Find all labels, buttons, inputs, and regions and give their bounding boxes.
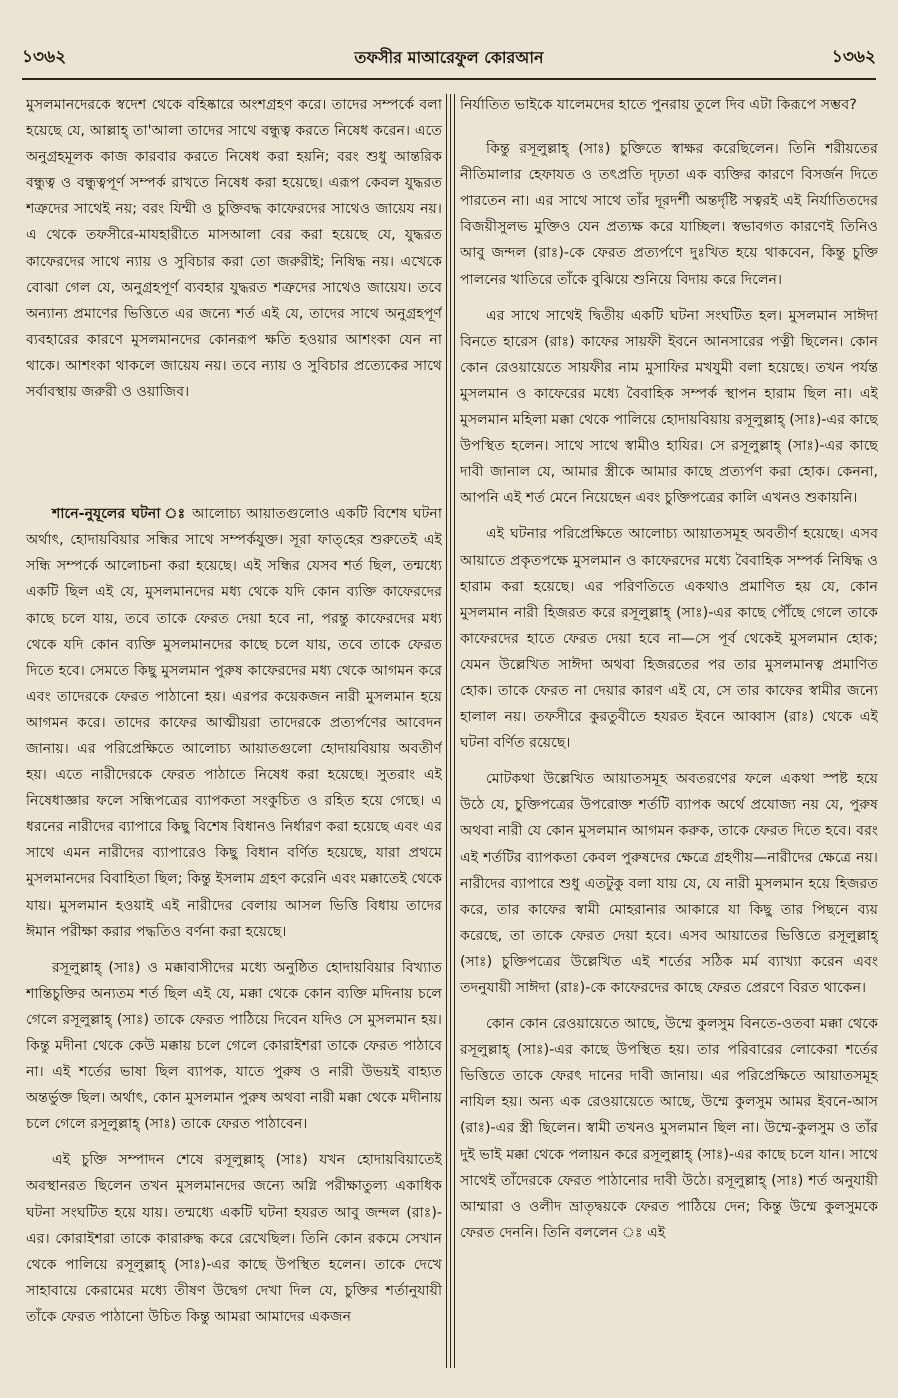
column-divider: [450, 94, 451, 1368]
right-paragraph-3: এর সাথে সাথেই দ্বিতীয় একটি ঘটনা সংঘটিত হল। মুসলমান সাঈদা বিনতে হারেস (রাঃ) কাফের সায়ফী ইবনে আনসারের পত্নী ছিলেন। কোন কোন রেওয়ায়েতে সায়ফীর নাম মুসাফির মখযুমী বলা হয়েছে। তখন পর্যন্ত মুসলমান ও কাফেরের মধ্যে বৈবাহিক সম্পর্ক স্থাপন হারাম ছিল না। এই মুসলমান মহিলা মক্কা থেকে পালিয়ে হোদায়বিয়ায় রসূলুল্লাহ্ (সাঃ)-এর কাছে উপস্থিত হলেন। সাথে সাথে স্বামীও হাযির। সে রসূলুল্লাহ্ (সাঃ)-এর কাছে দাবী জানাল যে, আমার স্ত্রীকে আমার কাছে প্রত্যর্পণ করা হোক। কেননা, আপনি এই শর্ত মেনে নিয়েছেন এবং চুক্তিপত্রের কালি এখনও শুকায়নি।: [460, 307, 878, 507]
right-paragraph-6: কোন কোন রেওয়ায়েতে আছে, উম্মে কুলসুম বিনতে-ওতবা মক্কা থেকে রসূলুল্লাহ্ (সাঃ)-এর কাছে উপস্থিত হয়। তার পরিবারের লোকেরা শর্তের ভিত্তিতে তাকে ফেরৎ দানের দাবী জানায়। এর পরিপ্রেক্ষিতে আয়াতসমূহ নাযিল হয়। অন্য এক রেওয়ায়েতে আছে, উম্মে কুলসুম আমর ইবনে-আস (রাঃ)-এর স্ত্রী ছিলেন। স্বামী তখনও মুসলমান ছিল না। উম্মে-কুলসুম ও তাঁর দুই ভাই মক্কা থেকে পলায়ন করে রসূলুল্লাহ্ (সাঃ)-এর কাছে চলে যান। সাথে সাথেই তাঁদেরকে ফেরত পাঠানোর দাবী উঠে। রসূলুল্লাহ্ (সাঃ) শর্ত অনুযায়ী আম্মারা ও ওলীদ ভ্রাতৃদ্বয়কে ফেরত পাঠিয়ে দেন; কিন্তু উম্মে কুলসুমকে ফেরত দেননি। তিনি বললেন ঃ এই: [460, 1016, 878, 1241]
page-number-left: ১৩৬২: [22, 47, 67, 67]
left-paragraph-3: রসূলুল্লাহ্ (সাঃ) ও মক্কাবাসীদের মধ্যে অনুষ্ঠিত হোদায়বিয়ার বিখ্যাত শান্তিচুক্তির অন্যতম শর্ত ছিল এই যে, মক্কা থেকে কোন ব্যক্তি মদিনায় চলে গেলে রসূলুল্লাহ্ (সাঃ) তাকে ফেরত পাঠিয়ে দিবেন যদিও সে মুসলমান হয়। কিন্তু মদীনা থেকে কেউ মক্কায় চলে গেলে কোরাইশরা তাকে ফেরত পাঠাবে না। এই শর্তের ভাষা ছিল ব্যাপক, যাতে পুরুষ ও নারী উভয়ই বাহ্যত অন্তর্ভুক্ত ছিল। অর্থাৎ, কোন মুসলমান পুরুষ অথবা নারী মক্কা থেকে মদীনায় চলে গেলে রসূলুল্লাহ্ (সাঃ) তাকে ফেরত পাঠাবেন।: [26, 959, 442, 1133]
section-gap: [26, 415, 442, 501]
left-paragraph-2-text: আলোচ্য আয়াতগুলোও একটি বিশেষ ঘটনা অর্থাৎ, হোদায়বিয়ার সন্ধির সাথে সম্পর্কযুক্ত। সূরা ফাত্‌হের শুরুতেই এই সন্ধি সম্পর্কে আলোচনা করা হয়েছে। এই সন্ধির যেসব শর্ত ছিল, তন্মধ্যে একটি ছিল এই যে, মুসলমানদের মধ্য থেকে যদি কোন ব্যক্তি কাফেরদের কাছে চলে যায়, তবে তাকে ফেরত দেয়া হবে না, পরন্তু কাফেরদের মধ্য থেকে যদি কোন ব্যক্তি মুসলমানদের কাছে চলে যায়, তবে তাকে ফেরত দিতে হবে। সেমতে কিছু মুসলমান পুরুষ কাফেরদের মধ্য থেকে আগমন করে এবং তাদেরকে ফেরত পাঠানো হয়। এরপর কয়েকজন নারী মুসলমান হয়ে আগমন করে। তাদের কাফের আত্মীয়রা তাদেরকে প্রত্যর্পণের আবেদন জানায়। এর পরিপ্রেক্ষিতে আলোচ্য আয়াতগুলো হোদায়বিয়ায় অবতীর্ণ হয়। এতে নারীদেরকে ফেরত পাঠাতে নিষেধ করা হয়েছে। সুতরাং এই নিষেধাজ্ঞার ফলে সন্ধিপত্রের ব্যাপকতা সংকুচিত ও রহিত হয়ে গেছে। এ ধরনের নারীদের ব্যাপারে কিছু বিশেষ বিধানও নির্ধারণ করা হয়েছে এবং এর সাথে এমন নারীদের ব্যাপারেও কিছু বিধান বর্ণিত হয়েছে, যারা প্রথমে মুসলমানদের বিবাহিতা ছিল; কিন্তু ইসলাম গ্রহণ করেনি এবং মক্কাতেই থেকে যায়। মুসলমান হওয়াই এই নারীদের বেলায় আসল ভিত্তি বিধায় তাদের ঈমান পরীক্ষা করার পদ্ধতিও বর্ণনা করা হয়েছে।: [26, 506, 442, 940]
right-paragraph-2: কিন্তু রসূলুল্লাহ্ (সাঃ) চুক্তিতে স্বাক্ষর করেছিলেন। তিনি শরীয়তের নীতিমালার হেফাযত ও তৎপ্রতি দৃঢ়তা এক ব্যক্তির কারণে বিসর্জন দিতে পারতেন না। এর সাথে সাথে তাঁর দূরদর্শী অন্তর্দৃষ্টি সত্বরই এই নির্যাতিতদের বিজয়ীসুলভ মুক্তিও যেন প্রত্যক্ষ করে যাচ্ছিল। স্বভাবগত কারণেই তিনিও আবু জন্দল (রাঃ)-কে ফেরত প্রত্যর্পণে দুঃখিত হয়ে থাকবেন, কিন্তু চুক্তি পালনের খাতিরে তাঁকে বুঝিয়ে শুনিয়ে বিদায় করে দিলেন।: [460, 141, 878, 288]
page-number-right: ১৩৬২: [831, 47, 876, 67]
running-title: তফসীর মাআরেফুল কোরআন: [354, 47, 544, 67]
left-paragraph-4: এই চুক্তি সম্পাদন শেষে রসূলুল্লাহ্ (সাঃ) যখন হোদায়বিয়াতেই অবস্থানরত ছিলেন তখন মুসলমানদের জন্যে অগ্নি পরীক্ষাতুল্য একাধিক ঘটনা সংঘটিত হয়ে যায়। তন্মধ্যে একটি ঘটনা হযরত আবু জন্দল (রাঃ)-এর। কোরাইশরা তাকে কারারুদ্ধ করে রেখেছিল। তিনি কোন রকমে সেখান থেকে পালিয়ে রসূলুল্লাহ্ (সাঃ)-এর কাছে উপস্থিত হলেন। তাকে দেখে সাহাবায়ে কেরামের মধ্যে তীষণ উদ্বেগ দেখা দিল যে, চুক্তির শর্তানুযায়ী তাঁকে ফেরত পাঠানো উচিত কিন্তু আমরা আমাদের একজন: [26, 1152, 442, 1325]
section-heading: শানে-নুযূলের ঘটনা ঃ: [52, 506, 187, 523]
left-column: [26, 92, 442, 1374]
left-paragraph-2: [26, 501, 442, 945]
right-column: [460, 92, 878, 1374]
page-header: [22, 38, 876, 80]
right-paragraph-4: এই ঘটনার পরিপ্রেক্ষিতে আলোচ্য আয়াতসমূহ অবতীর্ণ হয়েছে। এসব আয়াতে প্রকৃতপক্ষে মুসলমান ও কাফেরদের মধ্যে বৈবাহিক সম্পর্ক নিষিদ্ধ ও হারাম করা হয়েছে। এর পরিণতিতে একথাও প্রমাণিত হয় যে, কোন মুসলমান নারী হিজরত করে রসূলুল্লাহ্ (সাঃ)-এর কাছে পৌঁছে গেলে তাকে কাফেরদের হাতে ফেরত দেয়া হবে না—সে পূর্ব থেকেই মুসলমান হোক; যেমন উল্লেখিত সাঈদা অথবা হিজরতের পর তার মুসলমানত্ব প্রমাণিত হোক। তাকে ফেরত না দেয়ার কারণ এই যে, সে তার কাফের স্বামীর জন্যে হালাল নয়। তফসীরে কুরতুবীতে হযরত ইবনে আব্বাস (রাঃ) থেকে এই ঘটনা বর্ণিত রয়েছে।: [460, 526, 878, 752]
left-paragraph-1: মুসলমানদেরকে স্বদেশ থেকে বহিষ্কারে অংশগ্রহণ করে। তাদের সম্পর্কে বলা হয়েছে যে, আল্লাহ্ তা'আলা তাদের সাথে বন্ধুত্ব করতে নিষেধ করেন। এতে অনুগ্রহমূলক কাজ কারবার করতে নিষেধ করা হয়নি; বরং শুধু আন্তরিক বন্ধুত্ব ও বন্ধুত্বপূর্ণ সম্পর্ক রাখতে নিষেধ করা হয়েছে। এরূপ কেবল যুদ্ধরত শত্রুদের সাথেই নয়; বরং যিম্মী ও চুক্তিবদ্ধ কাফেরদের সাথেও জায়েয নয়। এ থেকে তফসীরে-মাযহারীতে মাসআলা বের করা হয়েছে যে, যুদ্ধরত কাফেরদের সাথে ন্যায় ও সুবিচার করা তো জরুরীই; নিষিদ্ধ নয়। এখেকে বোঝা গেল যে, অনুগ্রহপূর্ণ ব্যবহার যুদ্ধরত শত্রুদের সাথেও জায়েয। তবে অন্যান্য প্রমাণের ভিত্তিতে এর জন্যে শর্ত এই যে, তাদের সাথে অনুগ্রহপূর্ণ ব্যবহারের কারণে মুসলমানদের কোনরূপ ক্ষতি হওয়ার আশংকা যেন না থাকে। আশংকা থাকলে জায়েয নয়। তবে ন্যায় ও সুবিচার প্রত্যেকের সাথে সর্বাবস্থায় জরুরী ও ওয়াজিব।: [26, 97, 442, 401]
right-paragraph-5: মোটকথা উল্লেখিত আয়াতসমূহ অবতরণের ফলে একথা স্পষ্ট হয়ে উঠে যে, চুক্তিপত্রের উপরোক্ত শর্তটি ব্যাপক অর্থে প্রযোজ্য নয় যে, পুরুষ অথবা নারী যে কোন মুসলমান আগমন করুক, তাকে ফেরত দিতে হবে। বরং এই শর্তটির ব্যাপকতা কেবল পুরুষদের ক্ষেত্রে গ্রহণীয়—নারীদের ক্ষেত্রে নয়। নারীদের ব্যাপারে শুধু এতটুকু বলা যায় যে, যে নারী মুসলমান হয়ে হিজরত করে, তার কাফের স্বামী মোহরানার আকারে যা কিছু তার পিছনে ব্যয় করেছে, তা তাকে ফেরত দেয়া হবে। এসব আয়াতের ভিত্তিতে রসূলুল্লাহ্ (সাঃ) চুক্তিপত্রের উল্লেখিত এই শর্তের সঠিক মর্ম ব্যাখ্যা করেন এবং তদনুযায়ী সাঈদা (রাঃ)-কে কাফেরদের কাছে ফেরত প্রেরণে বিরত থাকেন।: [460, 771, 878, 996]
right-paragraph-1: নির্যাতিত ভাইকে যালেমদের হাতে পুনরায় তুলে দিব এটা কিরূপে সম্ভব?: [460, 97, 857, 113]
